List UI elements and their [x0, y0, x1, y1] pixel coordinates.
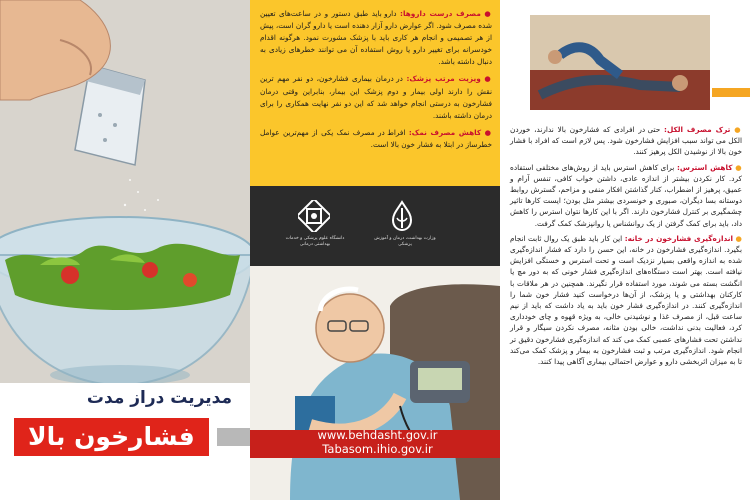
bullet-icon: ● [734, 125, 743, 134]
website-url-2[interactable]: Tabasom.ihio.gov.ir [322, 442, 433, 456]
ministry-label: وزارت بهداشت، درمان و آموزش پزشکی [374, 236, 436, 247]
website-url-1[interactable]: www.behdasht.gov.ir [317, 428, 438, 442]
paragraph-visit [260, 73, 492, 121]
middle-text [260, 8, 492, 156]
middle-panel [250, 0, 500, 500]
paragraph-alcohol [510, 124, 742, 158]
patient-illustration [250, 266, 500, 500]
paragraph-salt [260, 127, 492, 151]
exercise-photo [530, 15, 710, 110]
bullet-icon: ● [484, 9, 493, 18]
heading-stress: کاهش استرس: [677, 162, 733, 172]
heading-salt: کاهش مصرف نمک: [408, 127, 482, 137]
paragraph-medication [260, 8, 492, 68]
paragraph-home-measurement [510, 233, 742, 367]
paragraph-stress [510, 162, 742, 229]
left-panel [0, 0, 250, 500]
hand-illustration [0, 0, 140, 110]
text-alcohol: حتی در افرادی که فشارخون بالا ندارند، خوردن الکل می تواند سبب افزایش فشارخون شود. پس لازم است که افراد با فشار خون بالا از نوشیدن الکل پرهیز کنند. [510, 125, 742, 157]
bullet-icon: ● [735, 162, 742, 172]
right-panel [500, 0, 750, 500]
exercise-photo-image [530, 15, 710, 110]
text-visit: در درمان بیماری فشارخون، دو نفر مهم ترین نقش را دارند اولی بیمار و دوم پزشک این بیمار، بنابراین وقتی درمان فشارخون به درستی انجام خواهد شد که این دو نفر نهایت همکاری را برای درمان داشته باشند. [260, 74, 492, 120]
ministry-emblem-icon [387, 200, 417, 232]
bullet-icon: ● [484, 74, 492, 84]
main-title: فشارخون بالا [14, 418, 209, 456]
heading-medication: مصرف درست داروها: [400, 9, 481, 18]
text-salt: افراط در مصرف نمک یکی از مهم‌ترین عوامل خطرساز در ابتلا به فشار خون بالا است. [260, 127, 492, 149]
heading-home-measurement: اندازه‌گیری فشارخون در خانه: [624, 233, 733, 243]
text-medication: دارو باید طبق دستور و در ساعت‌های تعیین شده مصرف شود. اگر عوارض دارو آزار دهنده است یا دارو گران است، پیش از هر تصمیمی و انجام هر کاری باید با پزشک مشورت نمود. هرگونه اقدام خودسرانه برای تغییر دارو یا روش استفاده آن می توانند خطرهای زیادی به دنبال داشته باشد. [260, 9, 492, 67]
bullet-icon: ● [735, 233, 743, 243]
heading-visit: ویزیت مرتب پزشک: [406, 74, 481, 84]
heading-alcohol: ترک مصرف الکل: [664, 125, 731, 134]
text-stress: برای کاهش استرس باید از روش‌های مختلفی استفاده کرد. کار نکردن بیشتر از اندازه عادی، داشتن خواب کافی، تنفس آرام و عمیق، پرهیز از اضطراب، کنار گذاشتن افکار منفی و مزاحم، گسترش روابط دوستانه بسا دیگران، صبوری و خونسردی بیشتر مثل بودن؛ ایست کارها تاثیر چشمگیری بر کنترل فشارخون دارند. اگر با این کارها نتوان استرس را کاهش داد، باید برای کمک گرفتن از یک روانشناس یا روانپزشک کمک گرفت. [510, 162, 742, 228]
right-text [510, 124, 742, 371]
bullet-icon: ● [484, 127, 493, 137]
accent-bar [712, 88, 750, 97]
subtitle: مدیریت دراز مدت [86, 388, 232, 408]
logo-strip [250, 186, 500, 266]
title-tail-decoration [217, 428, 250, 446]
patient-illustration-area [250, 266, 500, 500]
university-logo-icon [298, 200, 330, 232]
text-home-measurement: این کار باید طبق یک روال ثابت انجام بگیرد. اندازه‌گیری فشارخون در خانه، این حسن را دارد که فشار اندازه‌گیری شده به اندازه واقعی بسیار نزدیک است و تحت استرس و خستگی افزایش نیافته است. بهتر است دستگاه‌های اندازه‌گیری فشار خونی که به دور مچ یا انگشت بسته می شوند، مورد استفاده قرار نگیرند. همچنین در هر ملاقات با کارکنان بهداشتی و یا پزشک، از آن‌ها درخواست کنید فشار خون شما را اندازه‌گیری کنند. در اندازه‌گیری فشار خون باید به یاد داشت که باید از نیم ساعت قبل، از مصرف غذا و نوشیدنی خالی، به ویژه قهوه و چای خودداری کرد، فعالیت بدنی نداشت، خالی بودن مثانه، مصرف نکردن سیگار و قرار نداشتن تحت فشارهای عصبی کمک می کند که اندازه‌گیری فشارخون دقیق تر انجام شود. اندازه‌گیری مرتب و ثبت فشارخون به بیمار و پزشک کمک می‌کند تا به میزان اثربخشی دارو و عوارض احتمالی بیماری آگاهی پیدا کنند. [510, 233, 742, 367]
university-label: دانشگاه علوم پزشکی و خدمات بهداشتی درمانی [285, 236, 345, 247]
salad-bowl-illustration [0, 205, 250, 395]
